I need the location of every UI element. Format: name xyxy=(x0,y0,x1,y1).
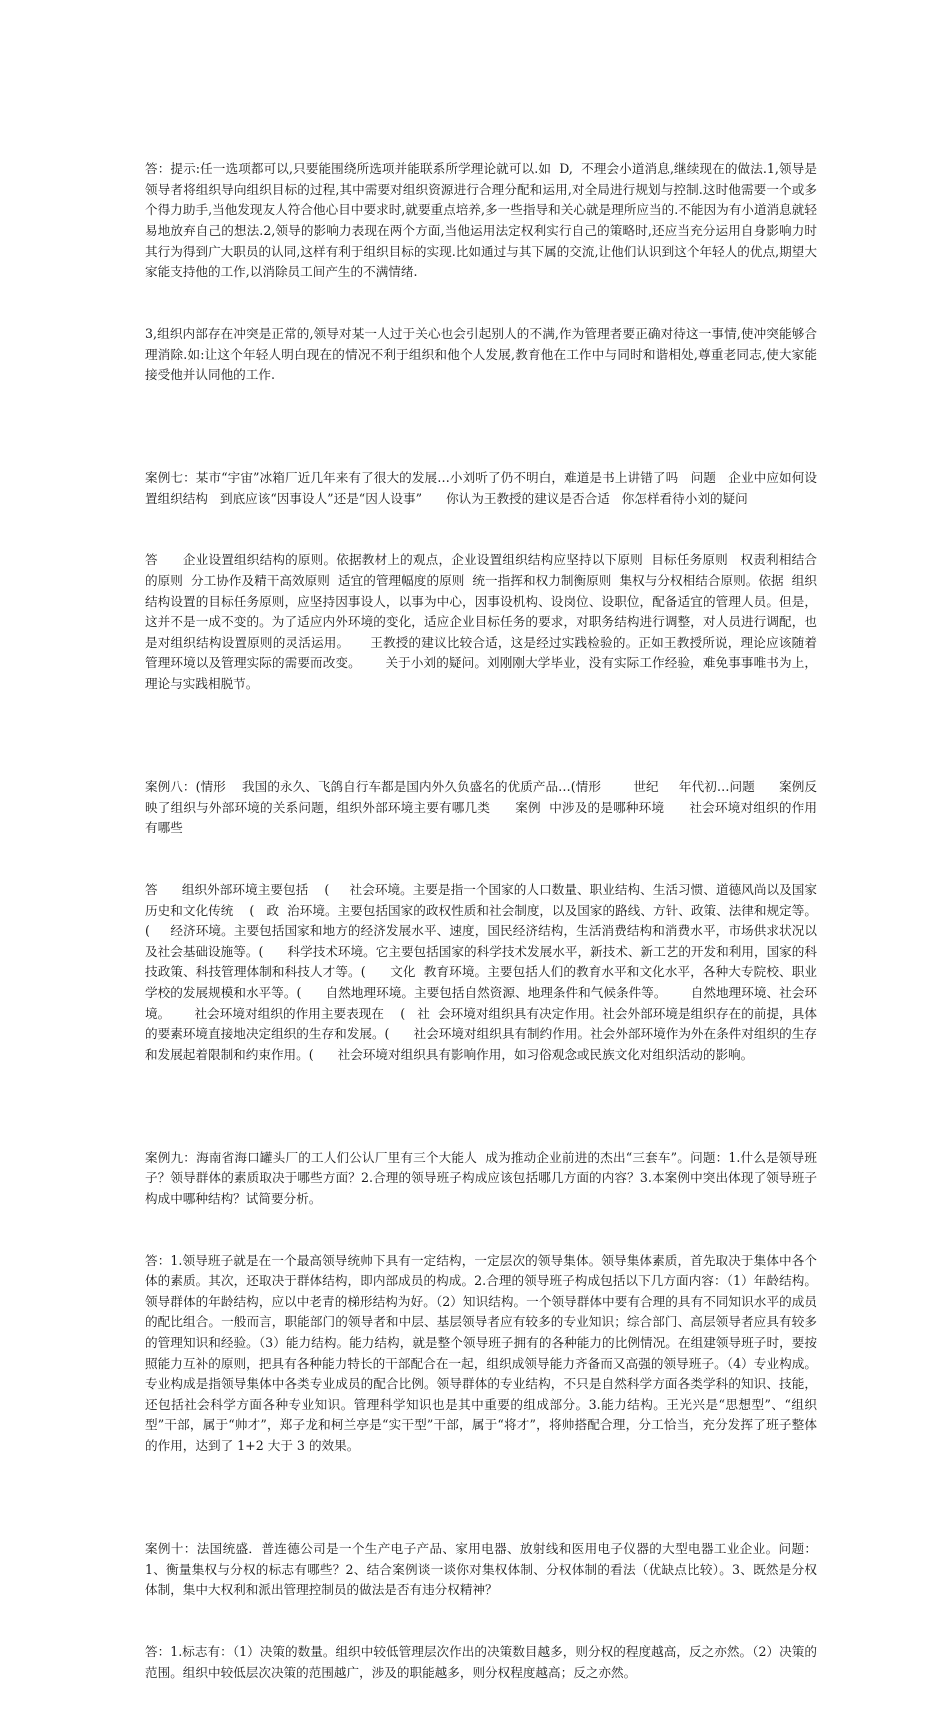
case10-answer: 答：1.标志有：（1）决策的数量。组织中较低管理层次作出的决策数目越多，则分权的程度越高，反之亦然。（2）决策的范围。组织中较低层次决策的范围越广，涉及的职能越多，则分权程度越高；反之亦然。 xyxy=(145,1643,817,1680)
case6-answer-paragraph-2: 3,组织内部存在冲突是正常的,领导对某一人过于关心也会引起别人的不满,作为管理者要正确对待这一事情,使冲突能够合理消除.如:让这个年轻人明白现在的情况不利于组织和他个人发展,教育他在工作中与同时和谐相处,尊重老同志,使大家能接受他并认同他的工作. xyxy=(145,325,817,383)
case6-answer-paragraph-1: 答：提示:任一选项都可以,只要能围绕所选项并能联系所学理论就可以.如 D, 不理会小道消息,继续现在的做法.1,领导是领导者将组织导向组织目标的过程,其中需要对组织资源进行合理分配和运用,对全局进行规划与控制.这时他需要一个或多个得力助手,当他发现友人符合他心目中要求时,就要重点培养,多一些指导和关心就是理所应当的.不能因为有小道消息就轻易地放弃自己的想法.2,领导的影响力表现在两个方面,当他运用法定权利实行自己的策略时,还应当充分运用自身影响力时其行为得到广大职员的认同,这样有利于组织目标的实现.比如通过与其下属的交流,让他们认识到这个年轻人的优点,期望大家能支持他的工作,以消除员工间产生的不满情绪. xyxy=(145,161,817,280)
case8-question: 案例八：(情形 我国的永久、飞鸽自行车都是国内外久负盛名的优质产品…(情形 世纪 年代初…问题 案例反映了组织与外部环境的关系问题，组织外部环境主要有哪几类 案例 中涉及的是哪种环境 社会环境对组织的作用有哪些 xyxy=(145,779,817,836)
case9-question: 案例九：海南省海口罐头厂的工人们公认厂里有三个大能人 成为推动企业前进的杰出“三套车”。问题：1.什么是领导班子？领导群体的素质取决于哪些方面？2.合理的领导班子构成应该包括哪几方面的内容？3.本案例中突出体现了领导班子构成中哪种结构？试简要分析。 xyxy=(145,1149,817,1206)
case7-question: 案例七：某市“宇宙”冰箱厂近几年来有了很大的发展…小刘听了仍不明白，难道是书上讲错了吗 问题 企业中应如何设置组织结构 到底应该“因事设人”还是“因人设事” 你认为王教授的建议是否合适 你怎样看待小刘的疑问 xyxy=(145,470,817,506)
case7-answer: 答 企业设置组织结构的原则。依据教材上的观点，企业设置组织结构应坚持以下原则 目标任务原则 权责利相结合的原则 分工协作及精干高效原则 适宜的管理幅度的原则 统一指挥和权力制衡原则 集权与分权相结合原则。依据 组织结构设置的目标任务原则，应坚持因事设人，以事为中心，因事设机构、设岗位、设职位，配备适宜的管理人员。但是，这并不是一成不变的。为了适应内外环境的变化，适应企业目标任务的要求，对职务结构进行调整，对人员进行调配，也是对组织结构设置原则的灵活运用。 王教授的建议比较合适，这是经过实践检验的。正如王教授所说，理论应该随着管理环境以及管理实际的需要而改变。 关于小刘的疑问。刘刚刚大学毕业，没有实际工作经验，难免事事唯书为上，理论与实践相脱节。 xyxy=(145,552,817,692)
case10-question: 案例十：法国统盛．普连德公司是一个生产电子产品、家用电器、放射线和医用电子仪器的大型电器工业企业。问题：1、衡量集权与分权的标志有哪些？2、结合案例谈一谈你对集权体制、分权体制的看法（优缺点比较）。3、既然是分权体制，集中大权利和派出管理控制员的做法是否有违分权精神？ xyxy=(145,1540,817,1598)
case8-answer: 答 组织外部环境主要包括 ( 社会环境。主要是指一个国家的人口数量、职业结构、生活习惯、道德风尚以及国家历史和文化传统 ( 政 治环境。主要包括国家的政权性质和社会制度，以及国家的路线、方针、政策、法律和规定等。( 经济环境。主要包括国家和地方的经济发展水平、速度，国民经济结构，生活消费结构和消费水平，市场供求状况以及社会基础设施等。( 科学技术环境。它主要包括国家的科学技术发展水平，新技术、新工艺的开发和利用，国家的科技政策、科技管理体制和科技人才等。( 文化 教育环境。主要包括人们的教育水平和文化水平，各种大专院校、职业学校的发展规模和水平等。( 自然地理环境。主要包括自然资源、地理条件和气候条件等。 自然地理环境、社会环境。 社会环境对组织的作用主要表现在 ( 社 会环境对组织具有决定作用。社会外部环境是组织存在的前提，具体的要素环境直接地决定组织的生存和发展。( 社会环境对组织具有制约作用。社会外部环境作为外在条件对组织的生存和发展起着限制和约束作用。( 社会环境对组织具有影响作用，如习俗观念或民族文化对组织活动的影响。 xyxy=(145,881,817,1062)
document-body xyxy=(145,118,817,1724)
case9-answer: 答：1.领导班子就是在一个最高领导统帅下具有一定结构，一定层次的领导集体。领导集体素质，首先取决于集体中各个体的素质。其次，还取决于群体结构，即内部成员的构成。2.合理的领导班子构成包括以下几方面内容：（1）年龄结构。领导群体的年龄结构，应以中老青的梯形结构为好。（2）知识结构。一个领导群体中要有合理的具有不同知识水平的成员的配比组合。一般而言，职能部门的领导者和中层、基层领导者应有较多的专业知识；综合部门、高层领导者应具有较多的管理知识和经验。（3）能力结构。能力结构，就是整个领导班子拥有的各种能力的比例情况。在组建领导班子时，要按照能力互补的原则，把具有各种能力特长的干部配合在一起，组织成领导能力齐备而又高强的领导班子。（4）专业构成。专业构成是指领导集体中各类专业成员的配合比例。领导群体的专业结构，不只是自然科学方面各类学科的知识、技能，还包括社会科学方面各种专业知识。管理科学知识也是其中重要的组成部分。3.能力结构。王光兴是“思想型”、“组织型”干部，属于“帅才”，郑子龙和柯兰亭是“实干型”干部，属于“将才”，将帅搭配合理，分工恰当，充分发挥了班子整体的作用，达到了 1+2 大于 3 的效果。 xyxy=(145,1252,817,1453)
